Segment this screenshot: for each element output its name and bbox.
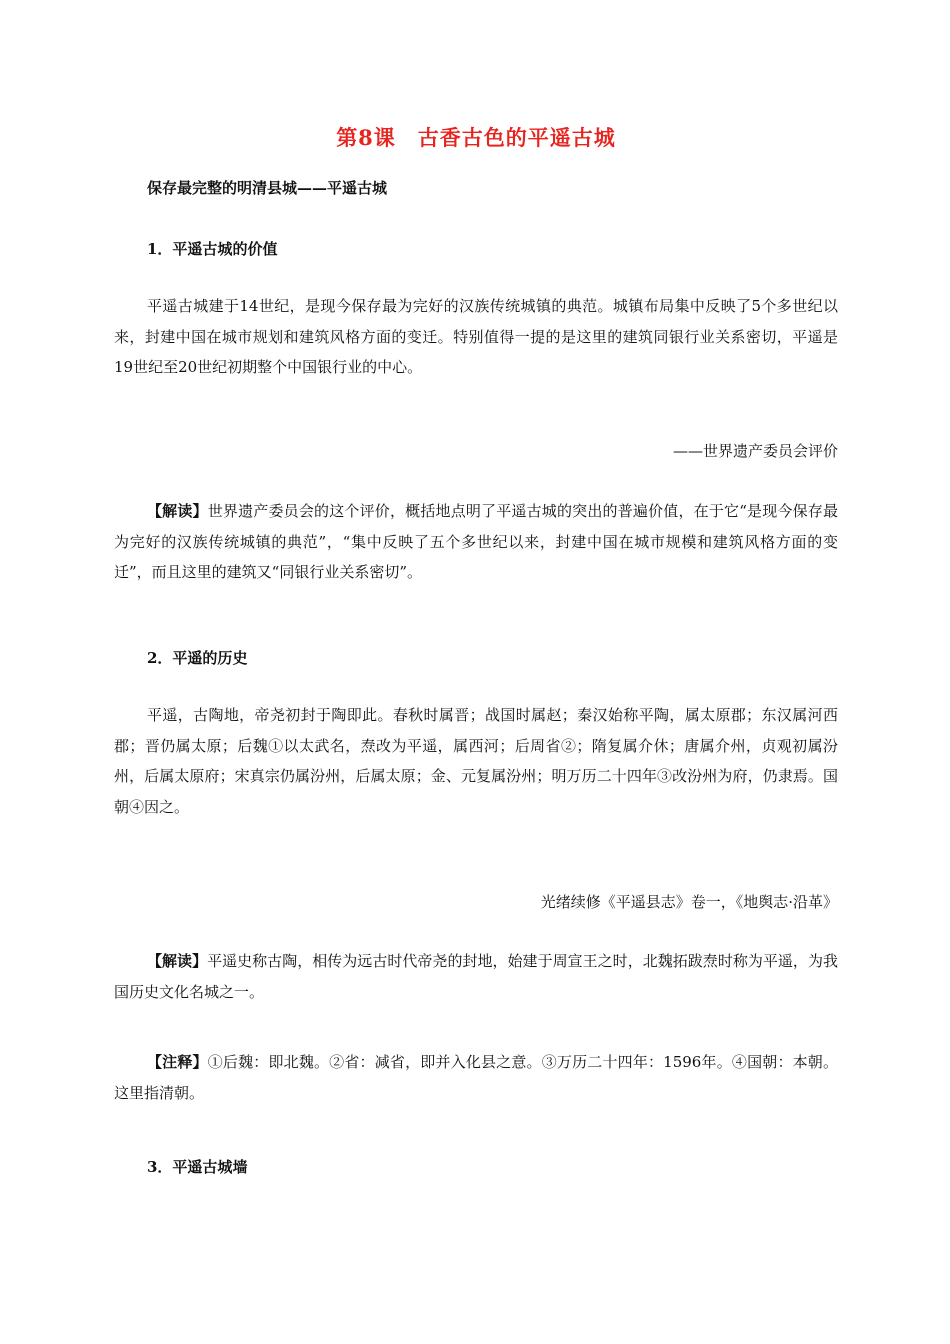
section-1-interpretation (114, 496, 838, 588)
lesson-title: 第8课 古香古色的平遥古城 (336, 125, 616, 150)
section-2-source: 光绪续修《平遥县志》卷一，《地舆志·沿革》 (540, 893, 838, 911)
interpret-label: 【解读】 (147, 952, 208, 970)
section-2-quote: 平遥，古陶地，帝尧初封于陶即此。春秋时属晋；战国时属赵；秦汉始称平陶，属太原郡；东汉属河西郡；晋仍属太原；后魏①以太武名，焘改为平遥，属西河；后周省②；隋复属介休；唐属介州，贞观初属汾州，后属太原府；宋真宗仍属汾州，后属太原；金、元复属汾州；明万历二十四年③改汾州为府，仍隶焉。国朝④因之。 (114, 706, 838, 816)
section-1-quote: 平遥古城建于14世纪，是现今保存最为完好的汉族传统城镇的典范。城镇布局集中反映了5个多世纪以来，封建中国在城市规划和建筑风格方面的变迁。特别值得一提的是这里的建筑同银行业关系密切，平遥是19世纪至20世纪初期整个中国银行业的中心。 (114, 297, 838, 376)
interpret-label: 【解读】 (147, 502, 208, 520)
lesson-subtitle: 保存最完整的明清县城——平遥古城 (147, 179, 388, 197)
document-page (114, 0, 838, 1344)
section-1-heading: 1．平遥古城的价值 (147, 240, 278, 258)
interpret-text: 平遥史称古陶，相传为远古时代帝尧的封地，始建于周宣王之时，北魏拓跋焘时称为平遥，为我国历史文化名城之一。 (114, 952, 838, 1001)
section-2-notes (114, 1047, 838, 1108)
section-2-heading: 2．平遥的历史 (147, 649, 248, 667)
note-label: 【注释】 (147, 1053, 208, 1071)
note-text: ①后魏：即北魏。②省：减省，即并入化县之意。③万历二十四年：1596年。④国朝：本朝。这里指清朝。 (114, 1053, 838, 1102)
section-1-source: ——世界遗产委员会评价 (672, 442, 838, 460)
section-2-interpretation (114, 946, 838, 1007)
interpret-text: 世界遗产委员会的这个评价，概括地点明了平遥古城的突出的普遍价值，在于它“是现今保存最为完好的汉族传统城镇的典范”，“集中反映了五个多世纪以来，封建中国在城市规模和建筑风格方面的变迁”，而且这里的建筑又“同银行业关系密切”。 (114, 502, 838, 581)
section-3-heading: 3．平遥古城墙 (147, 1158, 248, 1176)
